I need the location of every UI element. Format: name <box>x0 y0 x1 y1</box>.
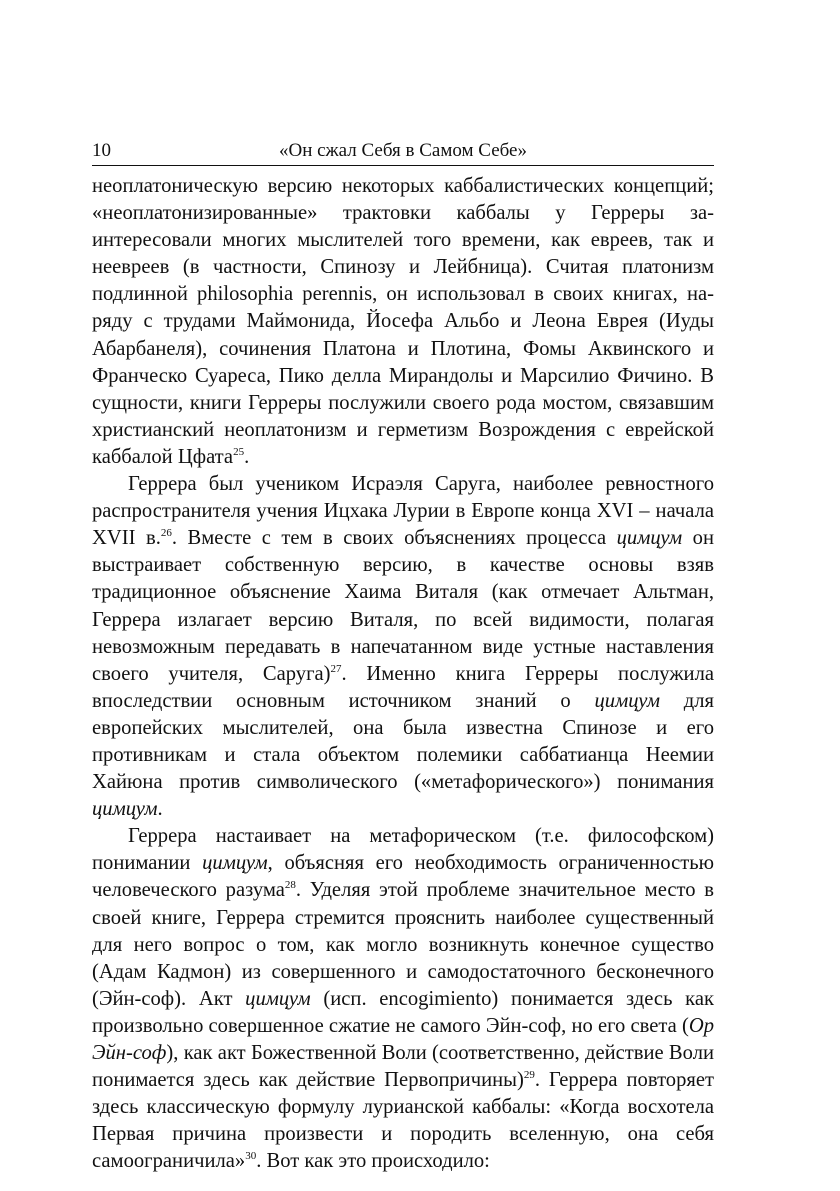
running-header <box>92 139 714 163</box>
running-title: «Он сжал Себя в Самом Себе» <box>278 140 527 161</box>
footnote-marker: 26 <box>160 526 172 539</box>
text-run: для европейских мыслителей, она была известна Спинозе и его противникам и стала объектом полемики саббатианца Неемии Хайюна против символического («метафорического») понимания <box>92 689 714 794</box>
italic-term: Ор Эйн-соф <box>92 1014 714 1064</box>
text-run: . Вот как это происходило: <box>256 1150 490 1173</box>
text-run: , объясняя его необходимость ограниченностью человеческого разума <box>92 852 714 902</box>
header-rule <box>92 165 714 166</box>
text-run: . Уделяя этой проблеме значительное место в своей книге, Геррера стремится прояснить наиболее существенный для него вопрос о том, как могло возникнуть конечное существо (Адам Кадмон) из совершенного и самодостаточного бесконечного (Эйн-соф). Акт <box>92 879 714 1010</box>
text-run: Геррера настаивает на метафорическом (т.е. философском) понимании <box>92 825 714 875</box>
text-run: Геррера был учеником Исраэля Саруга, наиболее ревностного распространителя учения Ицхака Лурии в Европе конца XVI – начала XVII в. <box>92 473 714 550</box>
text-run: . Вместе с тем в своих объяснениях процесса <box>171 527 617 550</box>
italic-term: цимцум <box>202 852 268 875</box>
text-run: . <box>244 445 250 468</box>
paragraph <box>92 173 714 471</box>
italic-term: цимцум <box>245 987 311 1010</box>
italic-term: цимцум <box>594 689 661 712</box>
footnote-marker: 29 <box>523 1068 535 1081</box>
italic-term: цимцум <box>92 798 158 821</box>
paragraph <box>92 471 714 823</box>
text-run: он выстраивает собственную версию, в качестве основы взяв традиционное объяснение Хаима Виталя (как отмечает Альтман, Геррера излагает версию Виталя, по всей видимости, полагая невозможным передавать в напечатанном виде устные наставления своего учителя, Саруга) <box>92 527 715 685</box>
text-run: неоплатоническую версию некоторых каббалистических концепций; «неоплатонизированные» трактовки каббалы у Герреры заинтересовали многих мыслителей того времени, как евреев, так и неевреев (в частности, Спинозу и Лейбница). Считая платонизм подлинной philosophia perennis, он использовал в своих книгах, наряду с трудами Маймонида, Йосефа Альбо и Леона Еврея (Иуды Абарбанеля), сочинения Платона и Плотина, Фомы Аквинского и Франческо Суареса, Пико делла Мирандолы и Марсилио Фичино. В сущности, книги Герреры послужили своего рода мостом, связавшим христианский неоплатонизм и герметизм Возрождения с еврейской каббалой Цфата <box>92 175 714 468</box>
body-text <box>92 173 714 1175</box>
italic-term: цимцум <box>616 527 683 550</box>
footnote-marker: 27 <box>330 662 342 675</box>
paragraph <box>92 823 714 1175</box>
footnote-marker: 25 <box>233 445 245 458</box>
text-run: . Геррера повторяет здесь классическую формулу лурианской каббалы: «Когда восхотела Первая причина произвести и породить вселенную, она себя самоограничила» <box>92 1069 714 1173</box>
footnote-marker: 28 <box>284 879 296 892</box>
text-run: . Именно книга Герреры послужила впоследствии основным источником знаний о <box>92 662 714 712</box>
page-number: 10 <box>92 140 111 161</box>
footnote-marker: 30 <box>245 1150 257 1163</box>
text-run: ), как акт Божественной Воли (соответственно, действие Воли понимается здесь как действие Первопричины) <box>92 1042 714 1092</box>
text-run: . <box>157 798 163 821</box>
text-run: (исп. encogimiento) понимается здесь как произвольно совершенное сжатие не самого Эйн-соф, но его света ( <box>92 987 714 1037</box>
